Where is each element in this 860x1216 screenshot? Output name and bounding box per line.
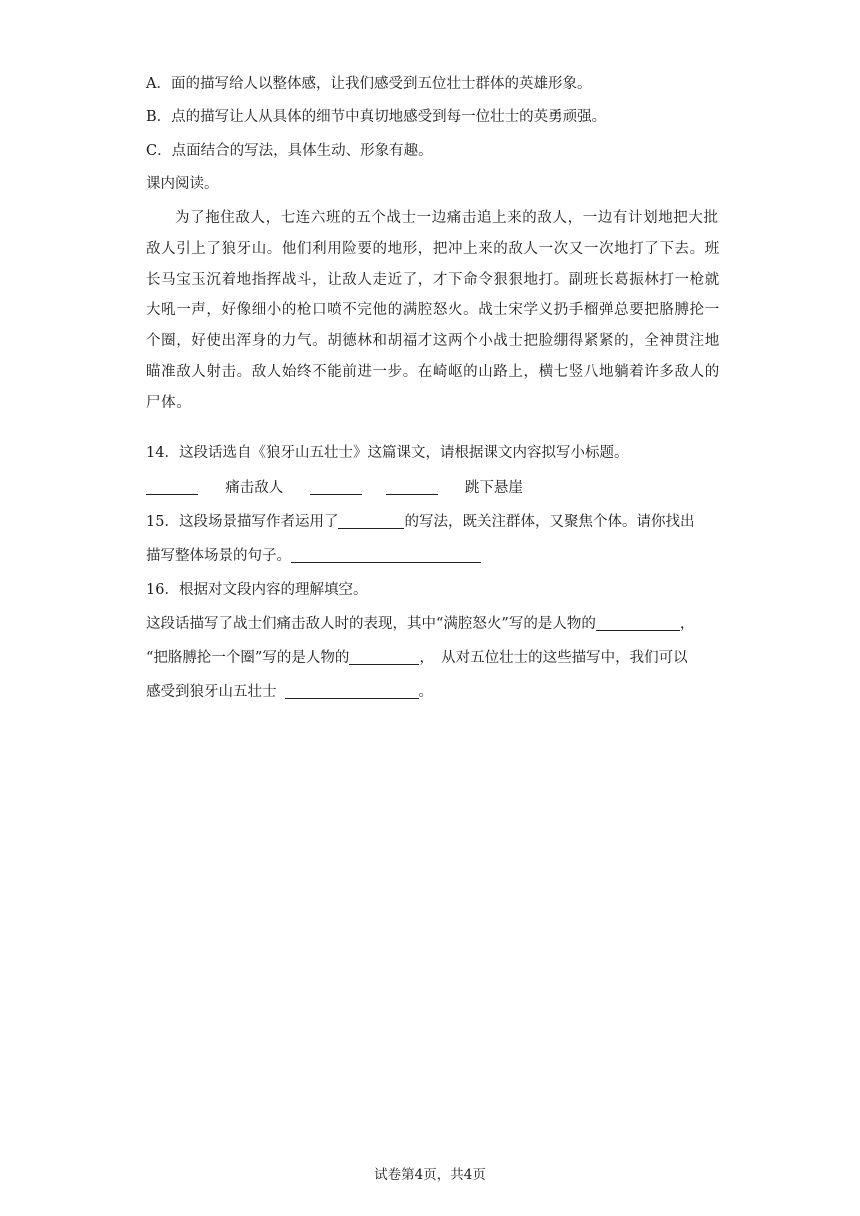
q16-blank-1[interactable] [596,614,680,631]
subtitle-5: 跳下悬崖 [464,480,523,496]
title-blank-3[interactable] [310,478,362,495]
option-c: C．点面结合的写法，具体生动、形象有趣。 [146,143,433,159]
page-footer: 试卷第4页，共4页 [374,1167,486,1183]
passage-line: 个圈，好使出浑身的力气。胡德林和胡福才这两个小战士把脸绷得紧紧的，全神贯注地 [146,333,720,350]
q16-line2-rest: ， 从对五位壮士的这些描写中，我们可以 [419,650,688,666]
question-14: 14．这段话选自《狼牙山五壮士》这篇课文，请根据课文内容拟写小标题。 [146,445,629,461]
q16-blank-3[interactable] [285,682,419,699]
question-15-line2 [146,546,481,566]
q16-period: 。 [418,684,433,700]
passage-line: 长马宝玉沉着地指挥战斗，让敌人走近了，才下命令狠狠地打。副班长葛振林打一枪就 [146,271,720,288]
title-blank-4[interactable] [386,478,438,495]
q16-line2-text: “把胳膊抡一个圈”写的是人物的 [146,650,350,666]
q16-blank-2[interactable] [349,648,419,665]
q15-text-part1: 15．这段场景描写作者运用了 [146,514,339,530]
question-16-line1 [146,614,694,634]
question-14-titles [146,478,523,498]
q15-text-line2: 描写整体场景的句子。 [146,548,291,564]
passage-line: 为了拖住敌人，七连六班的五个战士一边痛击追上来的敌人，一边有计划地把大批 [175,210,719,226]
option-b: B．点的描写让人从具体的细节中真切地感受到每一位壮士的英勇顽强。 [146,109,607,125]
passage-line: 尸体。 [146,394,192,411]
question-16: 16．根据对文段内容的理解填空。 [146,582,368,598]
q16-line3-text: 感受到狼牙山五壮士 [146,684,277,700]
subtitle-2: 痛击敌人 [225,480,284,496]
q16-line1-text: 这段话描写了战士们痛击敌人时的表现，其中“满腔怒火”写的是人物的 [146,616,596,632]
question-16-line3 [146,682,433,702]
title-blank-1[interactable] [146,478,198,495]
passage-line: 大吼一声，好像细小的枪口喷不完他的满腔怒火。战士宋学义扔手榴弹总要把胳膊抡一 [146,302,720,319]
reading-passage [146,203,720,419]
q15-sentence-blank[interactable] [291,546,481,563]
section-title: 课内阅读。 [146,176,219,192]
q16-comma: ， [679,616,695,632]
passage-line: 瞄准敌人射击。敌人始终不能前进一步。在崎岖的山路上，横七竖八地躺着许多敌人的 [146,363,720,380]
option-a: A．面的描写给人以整体感，让我们感受到五位壮士群体的英雄形象。 [146,76,592,92]
q15-text-part2: 的写法，既关注群体，又聚焦个体。请你找出 [404,514,695,530]
question-15 [146,512,694,532]
q15-method-blank[interactable] [338,512,404,529]
question-16-line2 [146,648,688,668]
passage-line: 敌人引上了狼牙山。他们利用险要的地形，把冲上来的敌人一次又一次地打了下去。班 [146,240,720,257]
